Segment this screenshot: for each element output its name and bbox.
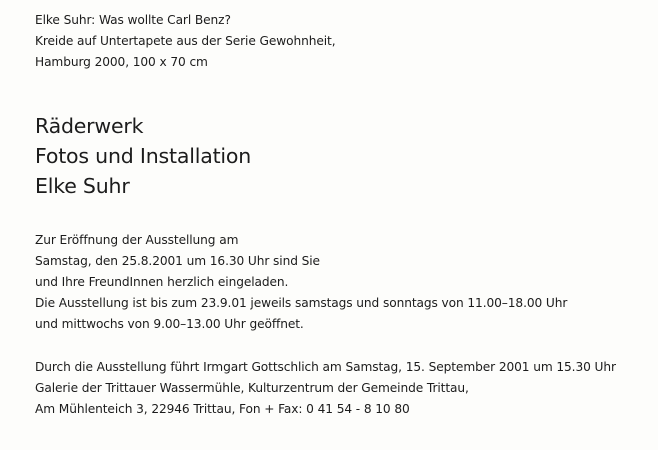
caption-line-medium: Kreide auf Untertapete aus der Serie Gewohnheit, <box>35 34 336 48</box>
invite-line-opening: Zur Eröffnung der Ausstellung am <box>35 233 239 247</box>
exhibition-title <box>35 111 251 201</box>
invite-line-welcome: und Ihre FreundInnen herzlich eingeladen. <box>35 275 289 289</box>
venue-line-address: Am Mühlenteich 3, 22946 Trittau, Fon + Fax: 0 41 54 - 8 10 80 <box>35 402 410 416</box>
title-line-artist: Elke Suhr <box>35 174 130 198</box>
artwork-caption <box>35 10 335 73</box>
venue-line-guided-tour: Durch die Ausstellung führt Irmgart Gottschlich am Samstag, 15. September 2001 um 15.30 Uhr <box>35 360 616 374</box>
invite-line-hours-weekend: Die Ausstellung ist bis zum 23.9.01 jeweils samstags und sonntags von 11.00–18.00 Uhr <box>35 296 568 310</box>
invite-line-hours-wednesday: und mittwochs von 9.00–13.00 Uhr geöffnet. <box>35 317 304 331</box>
title-line-subtitle: Fotos und Installation <box>35 144 252 168</box>
invitation-text <box>35 230 567 335</box>
invite-line-date: Samstag, den 25.8.2001 um 16.30 Uhr sind Sie <box>35 254 320 268</box>
caption-line-artist-work: Elke Suhr: Was wollte Carl Benz? <box>35 13 231 27</box>
title-line-name: Räderwerk <box>35 114 144 138</box>
venue-line-gallery: Galerie der Trittauer Wassermühle, Kulturzentrum der Gemeinde Trittau, <box>35 381 469 395</box>
venue-info <box>35 357 616 420</box>
caption-line-place-size: Hamburg 2000, 100 x 70 cm <box>35 55 208 69</box>
